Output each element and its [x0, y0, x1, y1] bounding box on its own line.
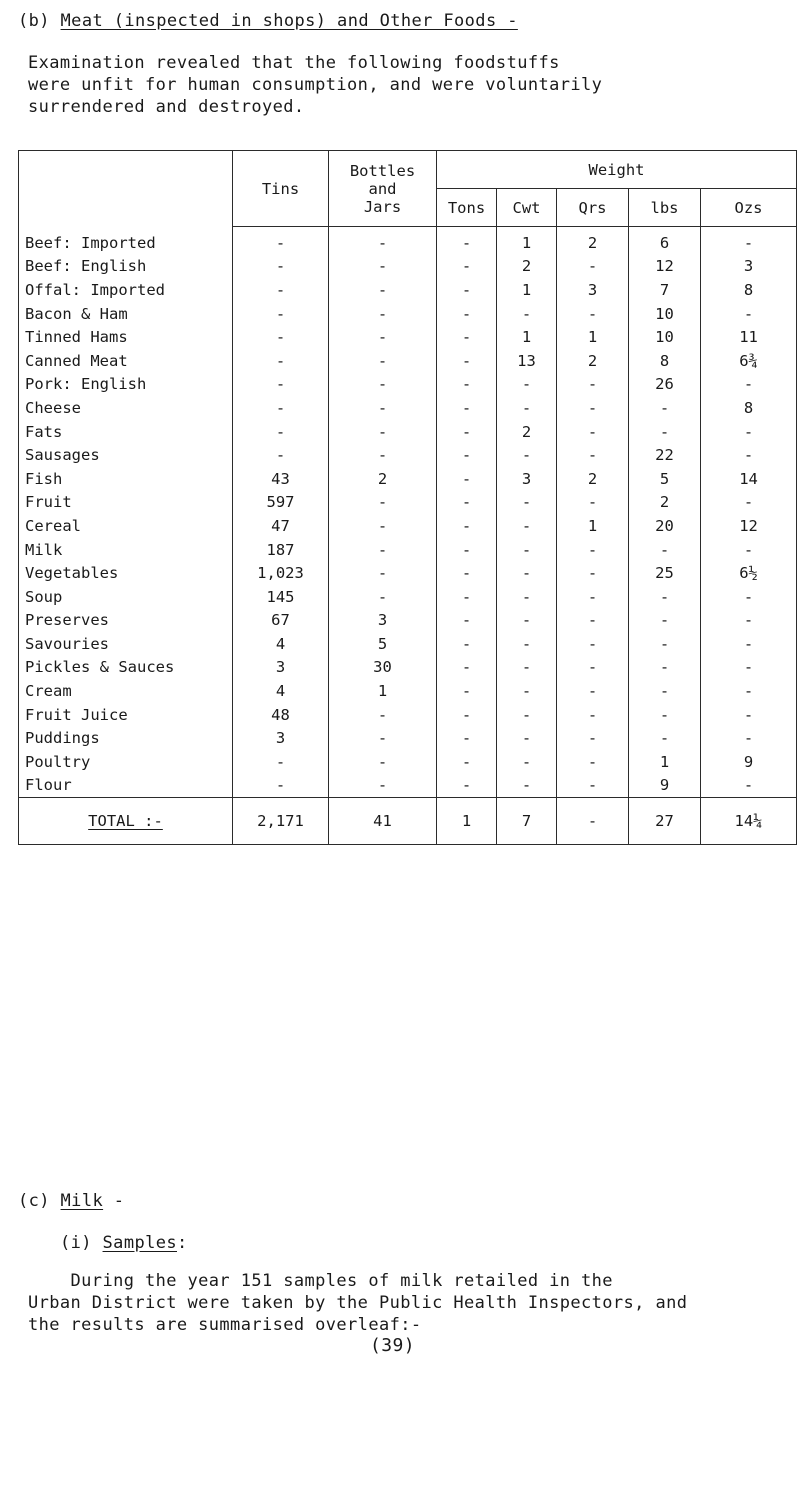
cell-tons: - — [437, 349, 497, 373]
cell-bottles: - — [329, 373, 437, 397]
cell-bottles: - — [329, 396, 437, 420]
table-row — [19, 396, 797, 420]
section-c-heading — [18, 1190, 124, 1212]
table-row — [19, 703, 797, 727]
table-row — [19, 302, 797, 326]
row-item-label: Flour — [19, 774, 233, 798]
cell-ozs: 8 — [701, 278, 797, 302]
lbs-header: lbs — [629, 189, 701, 227]
cell-lbs: 9 — [629, 774, 701, 798]
row-item-label: Fruit — [19, 491, 233, 515]
cell-ozs: - — [701, 443, 797, 467]
cell-ozs: 11 — [701, 325, 797, 349]
cell-tons: - — [437, 585, 497, 609]
table-row — [19, 514, 797, 538]
subsection-samples-heading — [60, 1232, 188, 1254]
total-label: TOTAL :- — [19, 798, 233, 845]
cell-tins: - — [233, 420, 329, 444]
table-row — [19, 679, 797, 703]
row-item-label: Milk — [19, 538, 233, 562]
cell-tins: - — [233, 227, 329, 255]
cell-tons: - — [437, 703, 497, 727]
cell-bottles: - — [329, 420, 437, 444]
cell-cwt: - — [497, 443, 557, 467]
ozs-header: Ozs — [701, 189, 797, 227]
cell-bottles: - — [329, 325, 437, 349]
cell-tons: - — [437, 325, 497, 349]
cell-bottles: - — [329, 514, 437, 538]
cell-cwt: - — [497, 373, 557, 397]
cell-cwt: - — [497, 750, 557, 774]
section-c-title: Milk — [60, 1191, 104, 1211]
tons-header: Tons — [437, 189, 497, 227]
cell-bottles: - — [329, 349, 437, 373]
cell-cwt: - — [497, 538, 557, 562]
cell-ozs: - — [701, 420, 797, 444]
cell-cwt: - — [497, 632, 557, 656]
cell-cwt: - — [497, 726, 557, 750]
cell-lbs: - — [629, 396, 701, 420]
cell-tons: - — [437, 726, 497, 750]
section-b-paragraph: Examination revealed that the following foodstuffs were unfit for human consumption, and were voluntarily surrendered and destroyed. — [28, 53, 603, 117]
table-row — [19, 420, 797, 444]
row-item-label: Cheese — [19, 396, 233, 420]
cell-bottles: - — [329, 585, 437, 609]
cell-lbs: - — [629, 679, 701, 703]
cell-tins: - — [233, 349, 329, 373]
cell-tins: - — [233, 325, 329, 349]
cell-qrs: 1 — [557, 514, 629, 538]
cell-tons: - — [437, 373, 497, 397]
table-row — [19, 278, 797, 302]
cell-qrs: - — [557, 679, 629, 703]
cell-qrs: - — [557, 585, 629, 609]
cell-bottles: 30 — [329, 656, 437, 680]
cell-qrs: - — [557, 774, 629, 798]
row-item-label: Fats — [19, 420, 233, 444]
row-item-label: Preserves — [19, 609, 233, 633]
cell-bottles: 1 — [329, 679, 437, 703]
row-item-label: Cereal — [19, 514, 233, 538]
cell-tins: - — [233, 774, 329, 798]
cell-bottles: - — [329, 750, 437, 774]
cell-ozs: 14 — [701, 467, 797, 491]
cwt-header: Cwt — [497, 189, 557, 227]
cell-qrs: - — [557, 561, 629, 585]
table-row — [19, 774, 797, 798]
bottles-header: Bottles and Jars — [329, 151, 437, 227]
cell-lbs: - — [629, 632, 701, 656]
table-row — [19, 561, 797, 585]
cell-ozs: - — [701, 656, 797, 680]
table-row — [19, 585, 797, 609]
subsection-suffix: : — [177, 1233, 188, 1253]
cell-bottles: - — [329, 278, 437, 302]
cell-ozs: 9 — [701, 750, 797, 774]
cell-qrs: - — [557, 656, 629, 680]
cell-bottles: 2 — [329, 467, 437, 491]
cell-cwt: 2 — [497, 255, 557, 279]
cell-qrs: - — [557, 443, 629, 467]
cell-cwt: - — [497, 703, 557, 727]
subsection-title: Samples — [102, 1233, 177, 1253]
cell-lbs: 6 — [629, 227, 701, 255]
cell-bottles: - — [329, 255, 437, 279]
cell-lbs: - — [629, 420, 701, 444]
total-bottles: 41 — [329, 798, 437, 845]
cell-tins: - — [233, 750, 329, 774]
cell-cwt: - — [497, 302, 557, 326]
cell-tins: 3 — [233, 656, 329, 680]
cell-tins: 1,023 — [233, 561, 329, 585]
cell-qrs: 2 — [557, 349, 629, 373]
cell-lbs: 10 — [629, 325, 701, 349]
cell-cwt: - — [497, 514, 557, 538]
cell-cwt: - — [497, 491, 557, 515]
cell-tins: - — [233, 443, 329, 467]
cell-ozs: - — [701, 491, 797, 515]
cell-ozs: - — [701, 726, 797, 750]
cell-tins: - — [233, 255, 329, 279]
cell-ozs: - — [701, 632, 797, 656]
cell-qrs: 1 — [557, 325, 629, 349]
section-b-prefix: (b) — [18, 11, 50, 31]
cell-qrs: - — [557, 726, 629, 750]
tins-header: Tins — [233, 151, 329, 227]
cell-bottles: - — [329, 227, 437, 255]
cell-lbs: 2 — [629, 491, 701, 515]
row-item-label: Pickles & Sauces — [19, 656, 233, 680]
cell-qrs: 3 — [557, 278, 629, 302]
section-b-heading — [18, 10, 518, 32]
cell-lbs: 8 — [629, 349, 701, 373]
cell-cwt: - — [497, 396, 557, 420]
cell-qrs: - — [557, 420, 629, 444]
row-item-label: Beef: Imported — [19, 227, 233, 255]
cell-bottles: - — [329, 726, 437, 750]
cell-qrs: - — [557, 373, 629, 397]
cell-cwt: 1 — [497, 325, 557, 349]
cell-ozs: - — [701, 609, 797, 633]
cell-tons: - — [437, 538, 497, 562]
cell-cwt: 13 — [497, 349, 557, 373]
cell-ozs: - — [701, 679, 797, 703]
cell-cwt: - — [497, 774, 557, 798]
cell-cwt: 3 — [497, 467, 557, 491]
cell-bottles: - — [329, 491, 437, 515]
cell-tons: - — [437, 632, 497, 656]
cell-tons: - — [437, 750, 497, 774]
foodstuffs-table — [18, 150, 797, 845]
cell-qrs: - — [557, 396, 629, 420]
table-row — [19, 632, 797, 656]
cell-lbs: 7 — [629, 278, 701, 302]
cell-cwt: - — [497, 679, 557, 703]
cell-bottles: - — [329, 774, 437, 798]
cell-qrs: - — [557, 750, 629, 774]
row-item-label: Canned Meat — [19, 349, 233, 373]
row-item-label: Sausages — [19, 443, 233, 467]
cell-qrs: - — [557, 609, 629, 633]
cell-tins: 48 — [233, 703, 329, 727]
cell-tins: 47 — [233, 514, 329, 538]
row-item-label: Pork: English — [19, 373, 233, 397]
cell-ozs: 6½ — [701, 561, 797, 585]
total-row — [19, 798, 797, 845]
cell-tins: - — [233, 396, 329, 420]
cell-ozs: - — [701, 373, 797, 397]
cell-cwt: - — [497, 585, 557, 609]
table-row — [19, 726, 797, 750]
cell-tins: 3 — [233, 726, 329, 750]
item-header — [19, 151, 233, 227]
table-row — [19, 538, 797, 562]
total-lbs: 27 — [629, 798, 701, 845]
weight-header: Weight — [437, 151, 797, 189]
table-row — [19, 349, 797, 373]
cell-tons: - — [437, 443, 497, 467]
cell-bottles: 3 — [329, 609, 437, 633]
section-b-title: Meat (inspected in shops) and Other Foods - — [60, 11, 518, 31]
cell-bottles: - — [329, 538, 437, 562]
table-row — [19, 609, 797, 633]
table-row — [19, 467, 797, 491]
table-row — [19, 373, 797, 397]
section-c-prefix: (c) — [18, 1191, 50, 1211]
cell-cwt: 1 — [497, 278, 557, 302]
cell-lbs: - — [629, 726, 701, 750]
table-row — [19, 255, 797, 279]
cell-tons: - — [437, 278, 497, 302]
row-item-label: Beef: English — [19, 255, 233, 279]
total-tins: 2,171 — [233, 798, 329, 845]
qrs-header: Qrs — [557, 189, 629, 227]
total-cwt: 7 — [497, 798, 557, 845]
cell-lbs: - — [629, 538, 701, 562]
cell-bottles: - — [329, 443, 437, 467]
cell-tins: 187 — [233, 538, 329, 562]
cell-lbs: 25 — [629, 561, 701, 585]
row-item-label: Bacon & Ham — [19, 302, 233, 326]
cell-lbs: - — [629, 703, 701, 727]
cell-tons: - — [437, 302, 497, 326]
cell-cwt: - — [497, 561, 557, 585]
cell-tins: - — [233, 278, 329, 302]
cell-ozs: - — [701, 774, 797, 798]
cell-bottles: - — [329, 302, 437, 326]
row-item-label: Puddings — [19, 726, 233, 750]
cell-cwt: - — [497, 656, 557, 680]
cell-lbs: 1 — [629, 750, 701, 774]
cell-qrs: 2 — [557, 467, 629, 491]
cell-tons: - — [437, 609, 497, 633]
row-item-label: Fruit Juice — [19, 703, 233, 727]
table-row — [19, 443, 797, 467]
cell-tons: - — [437, 774, 497, 798]
cell-tons: - — [437, 396, 497, 420]
cell-qrs: - — [557, 302, 629, 326]
total-ozs: 14¼ — [701, 798, 797, 845]
table-row — [19, 325, 797, 349]
cell-tons: - — [437, 491, 497, 515]
cell-tins: 145 — [233, 585, 329, 609]
cell-tons: - — [437, 255, 497, 279]
cell-ozs: 12 — [701, 514, 797, 538]
cell-bottles: - — [329, 561, 437, 585]
section-c-paragraph: During the year 151 samples of milk retailed in the Urban District were taken by the Public Health Inspectors, and the results are summarised overleaf:- — [28, 1271, 688, 1335]
cell-cwt: 1 — [497, 227, 557, 255]
cell-cwt: 2 — [497, 420, 557, 444]
table-row — [19, 227, 797, 255]
cell-tons: - — [437, 514, 497, 538]
total-qrs: - — [557, 798, 629, 845]
table-row — [19, 491, 797, 515]
cell-qrs: 2 — [557, 227, 629, 255]
cell-tins: 4 — [233, 679, 329, 703]
cell-tins: 597 — [233, 491, 329, 515]
cell-ozs: - — [701, 703, 797, 727]
cell-tons: - — [437, 420, 497, 444]
cell-tins: 67 — [233, 609, 329, 633]
section-c-suffix: - — [103, 1191, 125, 1211]
page-number: (39) — [370, 1335, 415, 1356]
table-row — [19, 750, 797, 774]
total-tons: 1 — [437, 798, 497, 845]
row-item-label: Offal: Imported — [19, 278, 233, 302]
cell-lbs: 22 — [629, 443, 701, 467]
row-item-label: Savouries — [19, 632, 233, 656]
cell-ozs: - — [701, 302, 797, 326]
cell-lbs: - — [629, 656, 701, 680]
cell-lbs: 26 — [629, 373, 701, 397]
cell-qrs: - — [557, 491, 629, 515]
cell-lbs: - — [629, 609, 701, 633]
cell-tins: - — [233, 302, 329, 326]
cell-qrs: - — [557, 632, 629, 656]
cell-qrs: - — [557, 255, 629, 279]
cell-lbs: 10 — [629, 302, 701, 326]
cell-ozs: 3 — [701, 255, 797, 279]
row-item-label: Tinned Hams — [19, 325, 233, 349]
cell-qrs: - — [557, 703, 629, 727]
cell-tons: - — [437, 656, 497, 680]
cell-bottles: 5 — [329, 632, 437, 656]
cell-tons: - — [437, 561, 497, 585]
row-item-label: Poultry — [19, 750, 233, 774]
cell-tons: - — [437, 467, 497, 491]
cell-qrs: - — [557, 538, 629, 562]
cell-tons: - — [437, 227, 497, 255]
cell-tins: - — [233, 373, 329, 397]
cell-ozs: 8 — [701, 396, 797, 420]
row-item-label: Cream — [19, 679, 233, 703]
cell-cwt: - — [497, 609, 557, 633]
cell-tins: 43 — [233, 467, 329, 491]
cell-lbs: 5 — [629, 467, 701, 491]
cell-tons: - — [437, 679, 497, 703]
cell-ozs: - — [701, 227, 797, 255]
cell-lbs: - — [629, 585, 701, 609]
cell-ozs: - — [701, 538, 797, 562]
cell-lbs: 20 — [629, 514, 701, 538]
row-item-label: Vegetables — [19, 561, 233, 585]
cell-bottles: - — [329, 703, 437, 727]
cell-ozs: 6¾ — [701, 349, 797, 373]
subsection-prefix: (i) — [60, 1233, 92, 1253]
cell-tins: 4 — [233, 632, 329, 656]
row-item-label: Soup — [19, 585, 233, 609]
table-row — [19, 656, 797, 680]
cell-ozs: - — [701, 585, 797, 609]
row-item-label: Fish — [19, 467, 233, 491]
cell-lbs: 12 — [629, 255, 701, 279]
